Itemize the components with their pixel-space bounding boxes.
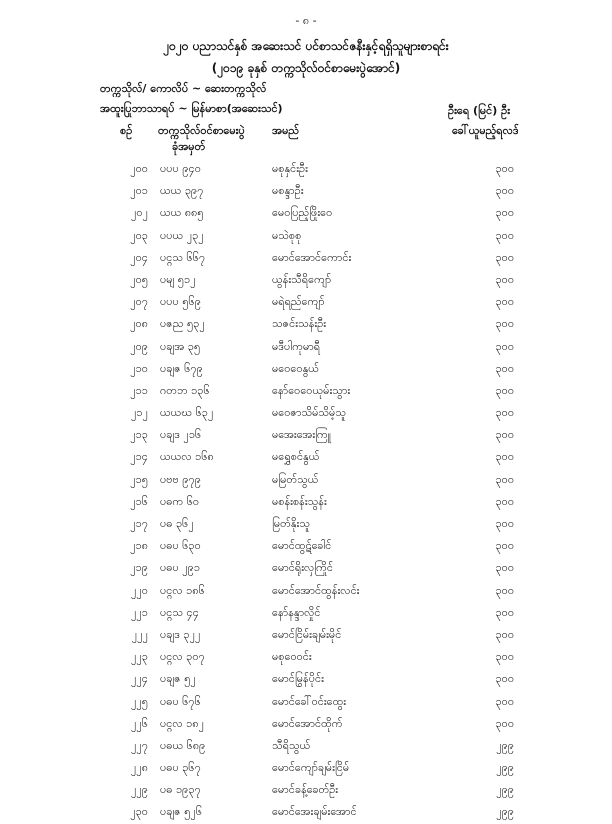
header-name: အမည်	[272, 124, 300, 137]
amount: ၃၀၀	[495, 162, 514, 175]
table-row	[0, 158, 612, 180]
table-row	[0, 424, 612, 446]
table-row	[0, 757, 612, 779]
roll-number: ပဓပ ၃၆၇	[160, 761, 201, 775]
roll-number: ပပပ ၉၄၀	[160, 162, 201, 175]
amount: ၃၀၀	[495, 494, 514, 508]
row-number: ၂၂၇	[131, 738, 148, 752]
amount: ၃၀၀	[495, 339, 514, 353]
roll-number: ပဓပ ၂၉၁	[160, 561, 201, 575]
row-number: ၂၀၉	[130, 339, 148, 353]
header-roll-line2: ခုံအမှတ်	[172, 140, 206, 153]
roll-number: ယယ ၃၉၇	[160, 184, 204, 198]
roll-number: ပဗဗ ၉၇၉	[160, 472, 201, 486]
student-name: မောင်အေးချမ်းအောင်	[272, 805, 357, 819]
student-name: မစုဝေဝင်း	[272, 650, 312, 664]
row-number: ၂၁၃	[130, 428, 148, 442]
amount: ၃၀၀	[495, 184, 514, 198]
student-name: နော်နန္ဒာလှိုင်	[272, 605, 321, 619]
table-row	[0, 446, 612, 468]
row-number: ၂၁၅	[130, 472, 148, 486]
student-name: ယွန်းသီရိကျော်	[272, 272, 332, 286]
row-number: ၂၂၀	[131, 583, 148, 597]
header-roll: တက္ကသိုလ်ဝင်စာမေးပွဲ	[158, 124, 245, 137]
amount: ၃၀၀	[495, 450, 514, 464]
amount: ၃၀၀	[495, 317, 514, 331]
roll-number: ပဓပ ၆၃၀	[160, 539, 201, 553]
roll-number: ယယ ၈၈၅	[160, 206, 204, 220]
header-amount-line1: ဦးရေ (မြင်) ဦး	[448, 104, 511, 117]
roll-number: ပပယ ၂၃၂	[160, 228, 204, 242]
table-row	[0, 580, 612, 602]
document-title: ၂၀၂၀ ပညာသင်နှစ် အဆေးသင် ပင်စာသင်ဇနီးနှင့်ရရှိသူများစာရင်း	[163, 39, 449, 53]
roll-number: ပချဇ ၆၇၉	[160, 361, 203, 375]
row-number: ၂၁၂	[131, 406, 148, 420]
amount: ၃၀၀	[495, 694, 514, 708]
row-number: ၂၀၀	[130, 162, 148, 175]
table-row	[0, 624, 612, 646]
roll-number: ပင္ဂသ ၆၆၇	[160, 250, 206, 264]
table-row	[0, 668, 612, 690]
table-row	[0, 336, 612, 358]
student-name: နော်ဝေဝေယုမ်းသွား	[272, 383, 351, 397]
table-row	[0, 713, 612, 735]
roll-number: ပချဒ ၂၁၆	[160, 428, 202, 442]
header-amount-line2: ခေါ်ယူမည့်ရလဒ်	[452, 124, 519, 137]
row-number: ၂၂၅	[131, 694, 148, 708]
amount: ၃၀၀	[495, 383, 514, 397]
roll-number: ပဇည ၅၃၂	[160, 317, 205, 331]
row-number: ၂၂၁	[131, 605, 148, 619]
student-name: မအေးအေးကြူ	[272, 428, 331, 442]
table-row	[0, 513, 612, 535]
student-name: မြတ်နိုးသူ	[272, 517, 310, 530]
roll-number: ပဓက ၆၀	[160, 494, 200, 508]
row-number: ၂၂၃	[131, 650, 148, 664]
row-number: ၂၁၆	[130, 494, 148, 508]
table-row	[0, 247, 612, 269]
amount: ၃၀၀	[495, 627, 514, 641]
document-subtitle: (၂၀၁၉ ခုနှစ် တက္ကသိုလ်ဝင်စာမေးပွဲအောင်)	[211, 61, 401, 75]
row-number: ၂၂၄	[131, 672, 148, 686]
table-row	[0, 735, 612, 757]
amount: ၂၉၉	[496, 738, 514, 752]
subject-line: အထူးပြုဘာသာရပ် ~ မြန်မာစာ(အဆေးသင်)	[100, 102, 283, 115]
table-row	[0, 557, 612, 579]
row-number: ၂၀၂	[131, 206, 148, 220]
row-number: ၂၂၆	[131, 716, 148, 730]
student-name: မောင်အောင်ထိုက်	[272, 716, 343, 730]
amount: ၃၀၀	[495, 228, 514, 242]
amount: ၃၀၀	[495, 428, 514, 442]
table-row	[0, 269, 612, 291]
student-name: မဝေဇာသိမ်သိမ့်သူ	[272, 406, 346, 420]
roll-number: ပဓယ ၆၈၉	[160, 738, 206, 752]
results-table	[0, 158, 612, 824]
row-number: ၂၀၅	[130, 272, 148, 286]
table-row	[0, 535, 612, 557]
student-name: မသဲစုစု	[272, 228, 302, 242]
roll-number: ပပပ ၅၆၉	[160, 295, 201, 309]
table-row	[0, 313, 612, 335]
student-name: မောင်အောင်ကောင်း	[272, 250, 352, 264]
student-name: မဒီပါကုမာရီ	[272, 339, 321, 353]
university-line: တက္ကသိုလ်/ ကောလိပ် ~ ဆေးတက္ကသိုလ်	[100, 82, 267, 95]
amount: ၂၉၉	[496, 783, 514, 797]
student-name: မစုနှင်းဦး	[272, 162, 308, 175]
amount: ၂၉၉	[496, 805, 514, 819]
table-row	[0, 691, 612, 713]
row-number: ၂၀၈	[130, 317, 148, 331]
student-name: မစန်းစန်းသွန်း	[272, 494, 327, 508]
table-row	[0, 491, 612, 513]
row-number: ၂၁၀	[130, 361, 148, 375]
table-row	[0, 291, 612, 313]
student-name: မဝေဝေနွယ်	[272, 361, 319, 375]
student-name: မောင်ကျော်ချမ်းငြိမ်	[272, 761, 350, 775]
roll-number: ယယလ ၁၆၈	[160, 450, 214, 464]
table-row	[0, 358, 612, 380]
student-name: မောင်ရိုးလှကြိုင်	[272, 561, 334, 575]
amount: ၃၀၀	[495, 250, 514, 264]
row-number: ၂၂၂	[131, 627, 148, 641]
student-name: သီရိသွယ်	[272, 738, 311, 752]
student-name: မရဲရည်ကျော်	[272, 295, 325, 309]
row-number: ၂၁၁	[130, 383, 148, 397]
student-name: သဇင်းသန်းဦး	[272, 317, 327, 331]
table-row	[0, 469, 612, 491]
student-name: မောင်မြွန်ပိုင်း	[272, 672, 324, 686]
roll-number: ပဓ ၁၉၃၇	[160, 783, 201, 797]
table-row	[0, 225, 612, 247]
table-row	[0, 202, 612, 224]
amount: ၃၀၀	[495, 716, 514, 730]
amount: ၃၀၀	[495, 295, 514, 309]
page-number: - ၈ -	[295, 14, 317, 27]
amount: ၃၀၀	[495, 650, 514, 664]
roll-number: ပင္ဂလ ၁၈၆	[160, 583, 205, 597]
table-row	[0, 602, 612, 624]
row-number: ၂၃၀	[130, 805, 148, 819]
roll-number: ပဓ ၃၆၂	[160, 517, 194, 530]
roll-number: ပချဇ ၅၂	[160, 672, 196, 686]
row-number: ၂၁၇	[130, 517, 148, 530]
amount: ၃၀၀	[495, 605, 514, 619]
row-number: ၂၂၉	[131, 783, 148, 797]
row-number: ၂၁၈	[130, 539, 148, 553]
table-row	[0, 180, 612, 202]
amount: ၂၉၉	[496, 761, 514, 775]
roll-number: ဂတဘ ၁၃၆	[160, 383, 210, 397]
row-number: ၂၀၄	[130, 250, 148, 264]
row-number: ၂၂၈	[130, 761, 148, 775]
table-row	[0, 380, 612, 402]
student-name: မမြတ်သွယ်	[272, 472, 319, 486]
roll-number: ပင္ဂလ ၃၀၇	[160, 650, 205, 664]
row-number: ၂၀၁	[130, 184, 148, 198]
amount: ၃၀၀	[495, 206, 514, 220]
roll-number: ယယဃ ၆၃၂	[160, 406, 214, 420]
amount: ၃၀၀	[495, 539, 514, 553]
roll-number: ပချဇ ၅၂၆	[160, 805, 203, 819]
amount: ၃၀၀	[495, 406, 514, 420]
roll-number: ပမျ ၅၁၂	[160, 272, 196, 286]
amount: ၃၀၀	[495, 561, 514, 575]
student-name: မစန္ဒာဦး	[272, 184, 304, 198]
amount: ၃၀၀	[495, 361, 514, 375]
student-name: မောင်အောင်ထွန်းလင်း	[272, 583, 360, 597]
amount: ၃၀၀	[495, 517, 514, 530]
row-number: ၂၁၉	[130, 561, 148, 575]
amount: ၃၀၀	[495, 472, 514, 486]
amount: ၃၀၀	[495, 272, 514, 286]
table-row	[0, 801, 612, 823]
roll-number: ပချဒ ၃၂၂	[160, 627, 201, 641]
roll-number: ပင္ဂသ ၄၄	[160, 605, 199, 619]
student-name: မောင်ခေါ်ဝင်းထွေး	[272, 694, 347, 708]
roll-number: ပဓပ ၆၇၆	[160, 694, 201, 708]
roll-number: ပင္ဂလ ၁၈၂	[160, 716, 205, 730]
student-name: မောင်ထွဋ်ခေါင်	[272, 539, 332, 553]
header-no: စဉ်	[120, 124, 133, 137]
amount: ၃၀၀	[495, 672, 514, 686]
table-row	[0, 779, 612, 801]
roll-number: ပချအ ၃၅	[160, 339, 201, 353]
row-number: ၂၀၃	[130, 228, 148, 242]
row-number: ၂၀၇	[130, 295, 148, 309]
amount: ၃၀၀	[495, 583, 514, 597]
student-name: မောင်ခန့်ခေတ်ဦး	[272, 783, 339, 797]
table-row	[0, 646, 612, 668]
row-number: ၂၁၄	[130, 450, 148, 464]
student-name: မောင်ငြိမ်းချမ်းမိုင်	[272, 627, 342, 641]
student-name: မေဝပြည့်ဖြိုးဝေ	[272, 206, 333, 220]
student-name: မရွှေစင်နွယ်	[272, 450, 320, 464]
table-row	[0, 402, 612, 424]
